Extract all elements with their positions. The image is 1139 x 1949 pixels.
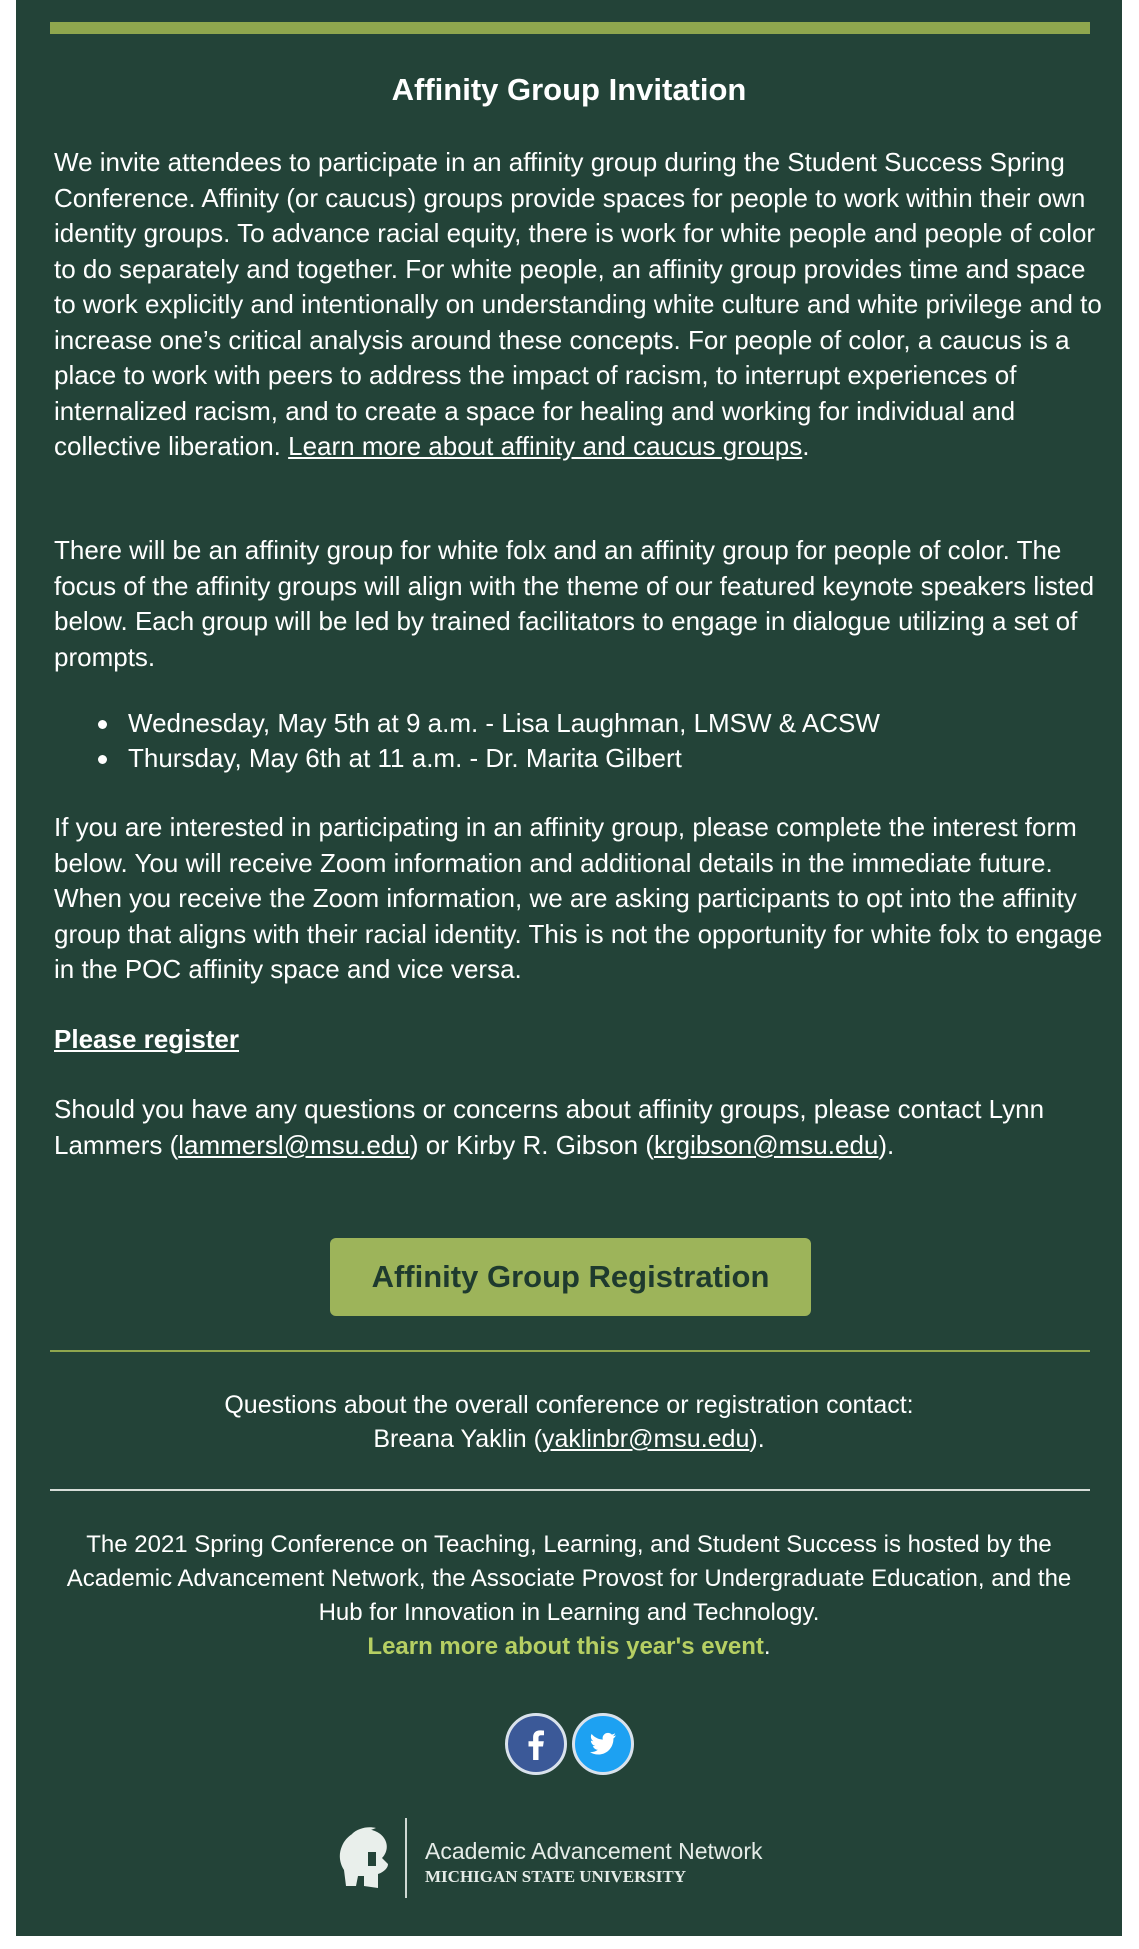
facebook-button[interactable]: [505, 1713, 567, 1775]
university-name: MICHIGAN STATE UNIVERSITY: [425, 1867, 687, 1886]
affinity-registration-button[interactable]: Affinity Group Registration: [330, 1238, 811, 1316]
twitter-button[interactable]: [572, 1713, 634, 1775]
email-title: Affinity Group Invitation: [391, 72, 747, 107]
event-info-link[interactable]: Learn more about this year's event: [367, 1633, 764, 1660]
footer-paragraph: [56, 1528, 1082, 1664]
footer-end: .: [763, 1633, 771, 1660]
bullet-icon: [98, 720, 107, 729]
twitter-icon: [575, 1716, 631, 1772]
conference-questions-text: Questions about the overall conference or registration contact:: [224, 1391, 914, 1419]
network-name: Academic Advancement Network: [425, 1838, 763, 1864]
bullet-icon: [98, 755, 107, 764]
intro-text: We invite attendees to participate in an affinity group during the Student Success Spring Conference. Affinity (or caucus) groups provide spaces for people to work within their own identity groups. To advance racial equity, there is work for white people and people of color to do separately and together. For white people, an affinity group provides time and space to work explicitly and intentionally on understanding white culture and white privilege and to increase one’s critical analysis around these concepts. For people of color, a caucus is a place to work with peers to address the impact of racism, to interrupt experiences of internalized racism, and to create a space for healing and working for individual and collective liberation.: [54, 147, 1102, 461]
session-list: [54, 706, 1104, 776]
gibson-email-link[interactable]: krgibson@msu.edu: [653, 1129, 879, 1160]
please-register-link[interactable]: Please register: [54, 1024, 240, 1054]
conference-contact: [16, 1422, 1122, 1456]
logo-divider: [405, 1818, 407, 1898]
divider: [50, 1489, 1090, 1491]
session-text: Thursday, May 6th at 11 a.m. - Dr. Marita Gilbert: [128, 743, 682, 773]
contact-name: Breana Yaklin (: [373, 1425, 542, 1453]
contact-text-middle: ) or Kirby R. Gibson (: [409, 1129, 654, 1160]
lammers-email-link[interactable]: lammersl@msu.edu: [178, 1129, 410, 1160]
groups-paragraph: There will be an affinity group for white folx and an affinity group for people of color. The focus of the affinity groups will align with the theme of our featured keynote speakers listed below. Each group will be led by trained facilitators to engage in dialogue utilizing a set of prompts.: [54, 535, 1095, 672]
contact-text-after: ).: [878, 1129, 895, 1160]
footer-text: The 2021 Spring Conference on Teaching, Learning, and Student Success is hosted by the Academic Advancement Network, the Associate Provost for Undergraduate Education, and the Hub for Innovation in Learning and Technology.: [66, 1531, 1072, 1626]
intro-end: .: [802, 431, 810, 461]
list-item: [54, 741, 1104, 776]
accent-bar: [50, 22, 1090, 34]
contact-paragraph: [54, 1092, 1104, 1163]
interest-paragraph: If you are interested in participating in an affinity group, please complete the interest form below. You will receive Zoom information and additional details in the immediate future. When you receive the Zoom information, we are asking participants to opt into the affinity group that aligns with their racial identity. This is not the opportunity for white folx to engage in the POC affinity space and vice versa.: [54, 812, 1103, 984]
divider: [50, 1350, 1090, 1352]
intro-paragraph: [54, 145, 1104, 465]
facebook-icon: [508, 1716, 564, 1772]
list-item: [54, 706, 1104, 741]
aan-logo: [332, 1818, 832, 1898]
session-text: Wednesday, May 5th at 9 a.m. - Lisa Laughman, LMSW & ACSW: [128, 708, 880, 738]
conference-questions: [16, 1388, 1122, 1456]
email-body: [16, 0, 1122, 1936]
learn-more-affinity-link[interactable]: Learn more about affinity and caucus groups: [288, 431, 803, 461]
contact-end: ).: [749, 1425, 765, 1453]
spartan-helmet-icon: [332, 1824, 394, 1894]
yaklin-email-link[interactable]: yaklinbr@msu.edu: [541, 1425, 750, 1453]
contact-text-before: Should you have any questions or concerns about affinity groups, please contact Lynn Lammers (: [54, 1094, 1045, 1160]
